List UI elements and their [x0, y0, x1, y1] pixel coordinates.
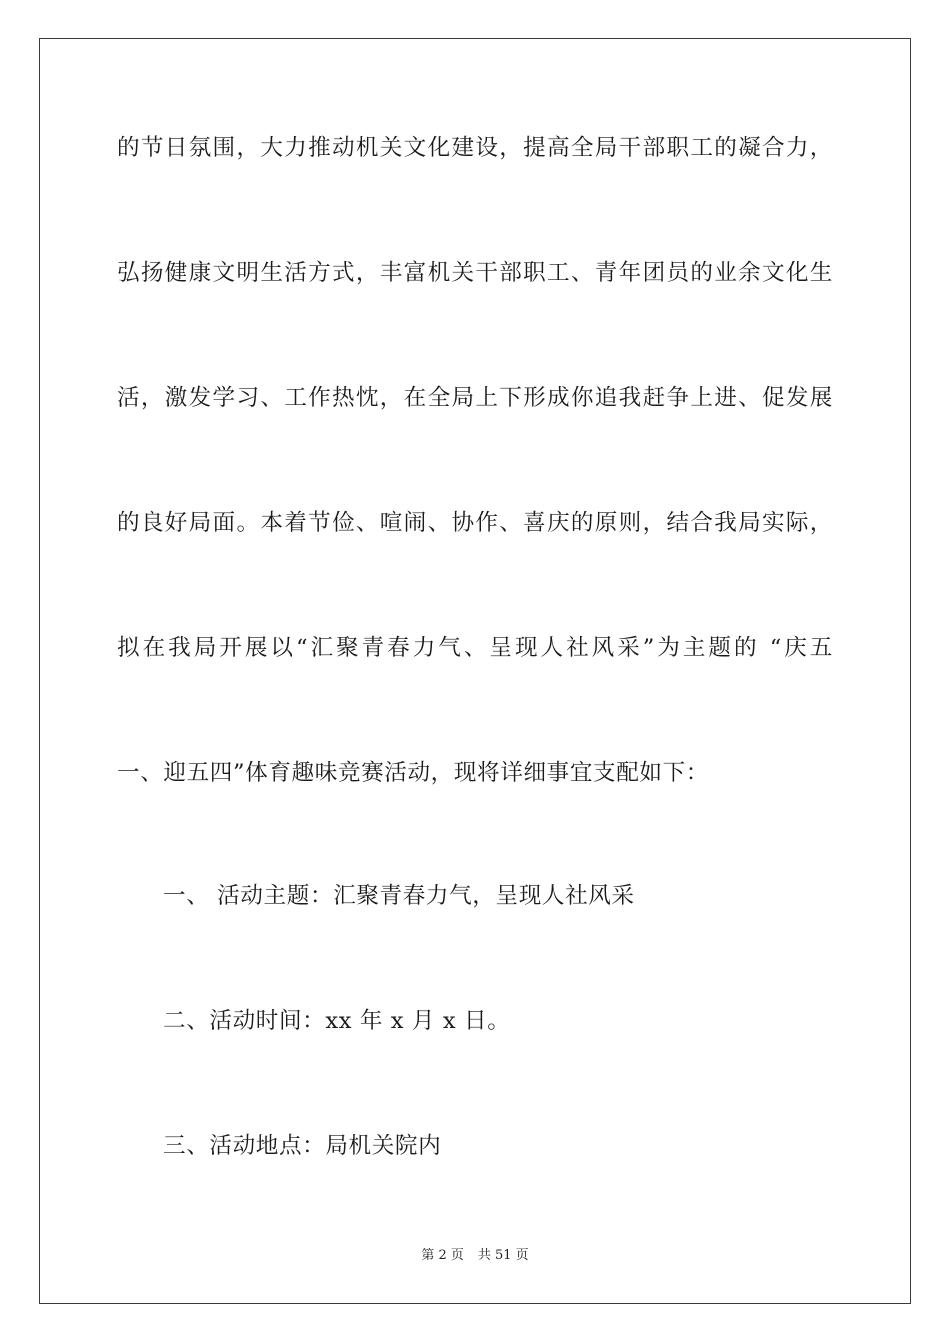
body-text-line: 弘扬健康文明生活方式，丰富机关干部职工、青年团员的业余文化生 [117, 260, 833, 286]
section-heading-time: 二、活动时间：xx 年 x 月 x 日。 [163, 1008, 511, 1034]
body-text-line: 一、迎五四”体育趣味竞赛活动，现将详细事宜支配如下： [117, 760, 709, 786]
page-border [39, 38, 911, 1304]
section-heading-location: 三、活动地点：局机关院内 [163, 1133, 442, 1159]
page-total: 共 51 页 [477, 1248, 529, 1263]
body-text-line: 拟在我局开展以“汇聚青春力气、呈现人社风采”为主题的 “庆五 [117, 635, 833, 661]
page-number: 第 2 页 [421, 1248, 464, 1263]
body-text-line: 的节日氛围，大力推动机关文化建设，提高全局干部职工的凝合力， [117, 135, 833, 161]
body-text-line: 活，激发学习、工作热忱，在全局上下形成你追我赶争上进、促发展 [117, 385, 833, 411]
body-text-line: 的良好局面。本着节俭、喧闹、协作、喜庆的原则，结合我局实际， [117, 510, 833, 536]
section-heading-theme: 一、 活动主题：汇聚青春力气，呈现人社风采 [163, 883, 635, 909]
page-footer [0, 1247, 950, 1265]
